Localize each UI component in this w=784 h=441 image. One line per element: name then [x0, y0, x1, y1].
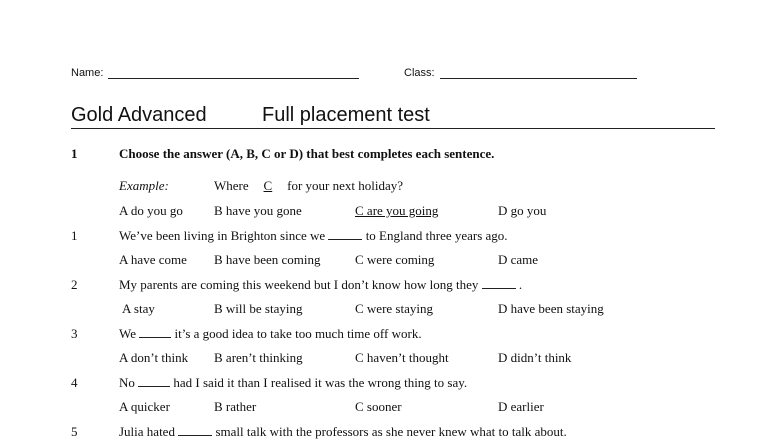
question-stem-after: small talk with the professors as she never knew what to talk about.: [215, 424, 567, 439]
question-stem-before: Julia hated: [119, 424, 175, 439]
question-stem-before: We: [119, 326, 136, 341]
question-stem-after: .: [518, 277, 523, 292]
question-stem-before: My parents are coming this weekend but I don’t know how long they: [119, 277, 479, 292]
test-level-title: Gold Advanced: [71, 104, 207, 126]
option-d: D earlier: [498, 399, 544, 414]
question-stem-after: to England three years ago.: [365, 228, 508, 243]
question-stem: [119, 277, 522, 293]
example-stem-before: Where: [214, 178, 249, 193]
name-label: Name:: [71, 67, 104, 79]
option-a: A have come: [119, 252, 187, 267]
example-option-a: A do you go: [119, 203, 183, 218]
test-name-title: Full placement test: [262, 104, 430, 126]
question-number: 4: [71, 375, 78, 390]
option-d: D came: [498, 252, 539, 267]
option-a: A stay: [122, 301, 155, 316]
example-label: Example:: [119, 178, 169, 193]
question-number: 5: [71, 424, 78, 439]
class-field-line[interactable]: [440, 78, 637, 79]
question-number: 1: [71, 228, 78, 243]
question-stem-before: No: [119, 375, 135, 390]
option-d: D have been staying: [498, 301, 604, 316]
question-stem-after: had I said it than I realised it was the wrong thing to say.: [173, 375, 468, 390]
option-a: A quicker: [119, 399, 170, 414]
section-number: 1: [71, 146, 78, 161]
example-option-c-correct: C are you going: [355, 203, 439, 218]
question-number: 3: [71, 326, 78, 341]
option-c: C were coming: [355, 252, 435, 267]
example-answer-blank: C: [263, 178, 273, 193]
question-stem: [119, 228, 508, 244]
option-b: B have been coming: [214, 252, 321, 267]
example-option-d: D go you: [498, 203, 547, 218]
section-instruction: Choose the answer (A, B, C or D) that best completes each sentence.: [119, 146, 495, 161]
example-stem: [214, 178, 403, 194]
class-label: Class:: [404, 67, 435, 79]
question-number: 2: [71, 277, 78, 292]
example-option-b: B have you gone: [214, 203, 302, 218]
name-field-line[interactable]: [108, 78, 359, 79]
answer-blank: [139, 326, 171, 338]
option-b: B rather: [214, 399, 257, 414]
answer-blank: [138, 375, 170, 387]
title-rule: [71, 128, 715, 129]
answer-blank: [178, 424, 212, 436]
question-stem: [119, 424, 567, 440]
example-stem-after: for your next holiday?: [287, 178, 404, 193]
answer-blank: [482, 277, 516, 289]
option-a: A don’t think: [119, 350, 189, 365]
question-stem: [119, 375, 467, 391]
option-c: C were staying: [355, 301, 433, 316]
answer-blank: [328, 228, 362, 240]
question-stem: [119, 326, 422, 342]
question-stem-after: it’s a good idea to take too much time off work.: [174, 326, 422, 341]
option-b: B aren’t thinking: [214, 350, 303, 365]
option-d: D didn’t think: [498, 350, 572, 365]
option-c: C sooner: [355, 399, 402, 414]
option-c: C haven’t thought: [355, 350, 449, 365]
option-b: B will be staying: [214, 301, 303, 316]
question-stem-before: We’ve been living in Brighton since we: [119, 228, 326, 243]
